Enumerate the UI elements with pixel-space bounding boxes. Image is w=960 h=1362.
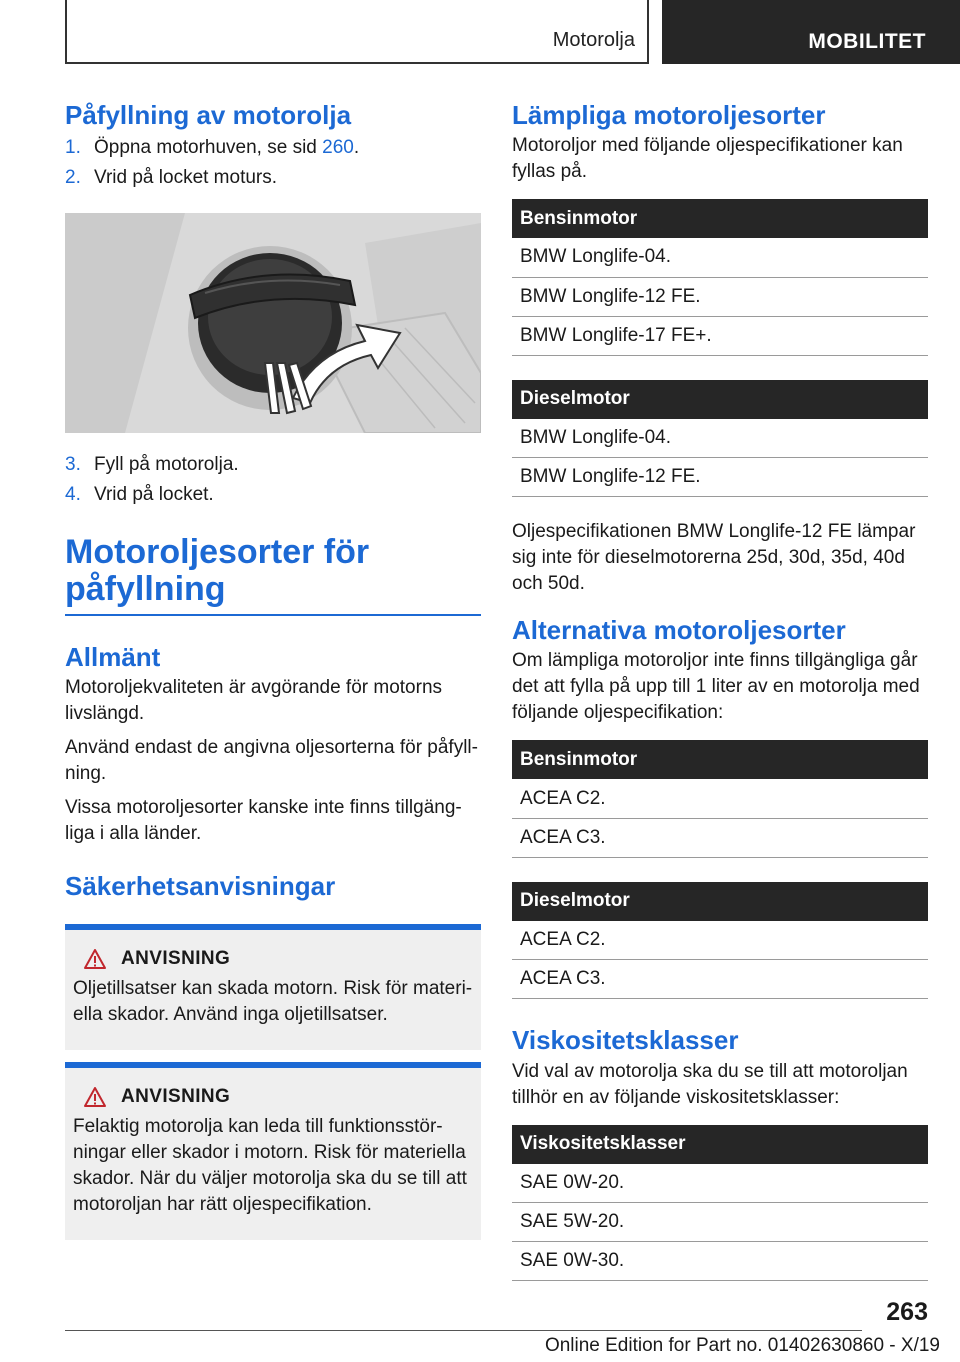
heading-rule — [65, 614, 481, 616]
refill-heading: Påfyllning av motorolja — [65, 100, 352, 130]
notice-box — [65, 1062, 481, 1240]
table-cell: ACEA C2. — [512, 921, 928, 960]
general-paragraph-2: Använd endast de angivna oljesorterna för påfyll- ning. — [65, 736, 478, 784]
alternative-petrol-table — [512, 740, 928, 858]
table-cell: SAE 0W-30. — [512, 1242, 928, 1281]
refill-steps-b — [65, 452, 481, 508]
general-paragraph-3: Vissa motoroljesorter kanske inte finns tillgäng- liga i alla länder. — [65, 796, 462, 844]
table-cell: SAE 5W-20. — [512, 1203, 928, 1242]
warning-icon — [83, 1086, 107, 1108]
alternative-heading: Alternativa motoroljesorter — [512, 615, 846, 646]
step-number: 1. — [65, 137, 81, 159]
table-cell: ACEA C3. — [512, 818, 928, 857]
right-column — [512, 100, 928, 1281]
step-item — [65, 165, 481, 191]
notice-text: Oljetillsatser kan skada motorn. Risk för materi- ella skador. Använd inga oljetillsatser. — [73, 978, 473, 1025]
table-header: Viskositetsklasser — [512, 1125, 928, 1164]
table-header: Dieselmotor — [512, 882, 928, 921]
main-heading — [65, 534, 481, 607]
edition-text: Online Edition for Part no. 01402630860 - X/19 — [544, 1335, 940, 1356]
table-cell: SAE 0W-20. — [512, 1164, 928, 1203]
table-header: Bensinmotor — [512, 740, 928, 779]
step-text: Öppna motorhuven, se sid — [94, 137, 323, 159]
step-item — [65, 482, 481, 508]
header-section-tab — [65, 0, 649, 64]
left-column — [65, 100, 481, 1240]
table-header: Bensinmotor — [512, 199, 928, 238]
step-item — [65, 135, 481, 161]
step-text: Fyll på motorolja. — [94, 454, 239, 476]
step-text-end: . — [353, 137, 360, 159]
step-number: 3. — [65, 454, 81, 476]
table-cell: ACEA C2. — [512, 779, 928, 818]
suitable-diesel-table — [512, 380, 928, 498]
footer-rule — [65, 1330, 862, 1331]
notice-text: Felaktig motorolja kan leda till funktionsstör- ningar eller skador i motorn. Risk för materiella skador. När du väljer motorolja ska du se till att motoroljan har rätt oljespecifikation. — [73, 1116, 467, 1215]
warning-icon — [83, 948, 107, 970]
page-number: 263 — [886, 1298, 928, 1326]
viscosity-table — [512, 1125, 928, 1282]
notice-box — [65, 924, 481, 1050]
table-cell: BMW Longlife-12 FE. — [512, 458, 928, 497]
table-cell: ACEA C3. — [512, 960, 928, 999]
alternative-intro: Om lämpliga motoroljor inte finns tillgängliga går det att fylla på upp till 1 liter av en motorolja med följande oljespecifikation: — [512, 650, 920, 724]
step-text: Vrid på locket. — [94, 484, 214, 506]
header-section-title: Motorolja — [552, 29, 635, 51]
notice-title-row — [73, 948, 473, 970]
notice-title: ANVISNING — [121, 1086, 231, 1107]
suitable-intro: Motoroljor med följande oljespecifikationer kan fyllas på. — [512, 135, 903, 183]
suitable-note: Oljespecifikationen BMW Longlife-12 FE lämpar sig inte för dieselmotorerna 25d, 30d, 35d, 40d och 50d. — [512, 521, 916, 595]
header-chapter-title: MOBILITET — [808, 30, 926, 53]
table-header: Dieselmotor — [512, 380, 928, 419]
step-number: 4. — [65, 484, 81, 506]
alternative-diesel-table — [512, 882, 928, 1000]
safety-heading: Säkerhetsanvisningar — [65, 870, 336, 901]
viscosity-heading: Viskositetsklasser — [512, 1025, 739, 1056]
general-paragraph-1: Motoroljekvaliteten är avgörande för motorns livslängd. — [65, 676, 443, 724]
header-chapter-tab[interactable] — [662, 0, 960, 64]
main-heading-line-1: Motoroljesorter för — [65, 533, 370, 572]
step-number: 2. — [65, 167, 81, 189]
table-cell: BMW Longlife-12 FE. — [512, 277, 928, 316]
table-cell: BMW Longlife-17 FE+. — [512, 316, 928, 355]
refill-steps-a — [65, 135, 481, 191]
notice-title: ANVISNING — [121, 948, 231, 969]
general-heading: Allmänt — [65, 641, 161, 672]
table-cell: BMW Longlife-04. — [512, 419, 928, 458]
main-heading-line-2: påfyllning — [65, 569, 226, 608]
viscosity-intro: Vid val av motorolja ska du se till att motoroljan tillhör en av följande viskositetsklasser: — [512, 1060, 908, 1108]
notice-title-row — [73, 1086, 473, 1108]
page-link[interactable]: 260 — [322, 137, 354, 159]
oil-cap-photo — [65, 213, 481, 433]
step-item — [65, 452, 481, 478]
step-text: Vrid på locket moturs. — [94, 167, 278, 189]
table-cell: BMW Longlife-04. — [512, 238, 928, 277]
suitable-petrol-table — [512, 199, 928, 356]
suitable-heading: Lämpliga motoroljesorter — [512, 100, 826, 130]
